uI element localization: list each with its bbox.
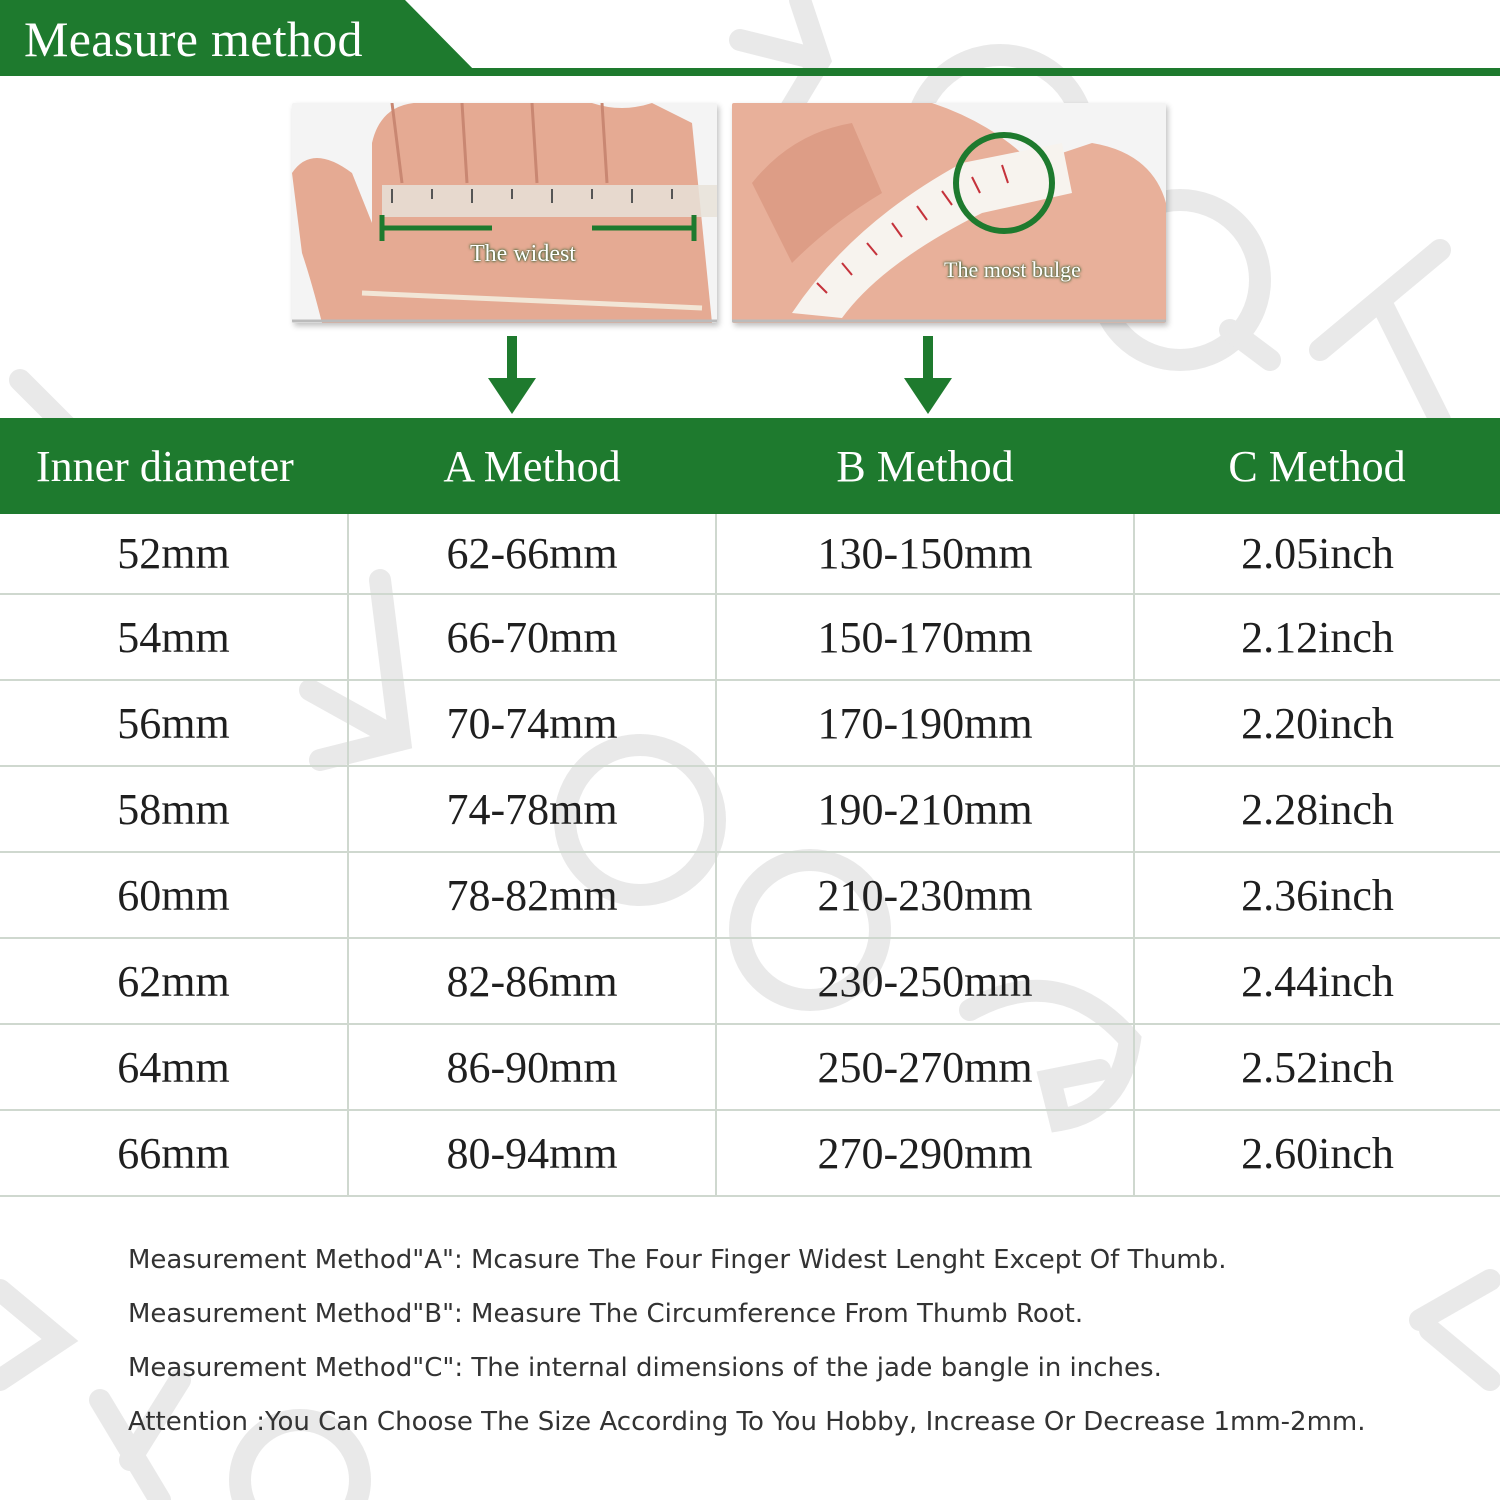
hand-tape-illustration (732, 103, 1166, 323)
table-cell: 74-78mm (348, 766, 716, 852)
arrow-down-icon (484, 336, 540, 416)
header-bar (0, 0, 1500, 80)
column-header: C Method (1134, 418, 1500, 514)
table-cell: 54mm (0, 594, 348, 680)
table-cell: 70-74mm (348, 680, 716, 766)
table-cell: 58mm (0, 766, 348, 852)
size-table (0, 418, 1500, 1197)
table-cell: 78-82mm (348, 852, 716, 938)
method-a-photo (292, 103, 717, 323)
note-method-b: Measurement Method"B": Measure The Circumference From Thumb Root. (128, 1299, 1084, 1329)
hand-ruler-illustration (292, 103, 717, 323)
page-title: Measure method (24, 11, 363, 67)
table-cell: 2.20inch (1134, 680, 1500, 766)
table-cell: 2.36inch (1134, 852, 1500, 938)
table-cell: 2.60inch (1134, 1110, 1500, 1196)
arrow-down-icon (900, 336, 956, 416)
table-row (0, 680, 1500, 766)
note-attention: Attention :You Can Choose The Size According To You Hobby, Increase Or Decrease 1mm-2mm. (128, 1407, 1366, 1437)
column-header: B Method (716, 418, 1134, 514)
table-cell: 2.05inch (1134, 514, 1500, 594)
widest-label: The widest (470, 241, 576, 267)
table-cell: 86-90mm (348, 1024, 716, 1110)
table-cell: 270-290mm (716, 1110, 1134, 1196)
table-cell: 62mm (0, 938, 348, 1024)
table-row (0, 852, 1500, 938)
table-cell: 190-210mm (716, 766, 1134, 852)
table-cell: 210-230mm (716, 852, 1134, 938)
note-method-a: Measurement Method"A": Mcasure The Four Finger Widest Lenght Except Of Thumb. (128, 1245, 1227, 1275)
column-header: A Method (348, 418, 716, 514)
table-row (0, 766, 1500, 852)
table-header-row (0, 418, 1500, 514)
table-cell: 64mm (0, 1024, 348, 1110)
method-b-photo (732, 103, 1166, 323)
table-row (0, 938, 1500, 1024)
table-cell: 2.44inch (1134, 938, 1500, 1024)
table-cell: 82-86mm (348, 938, 716, 1024)
table-cell: 170-190mm (716, 680, 1134, 766)
table-row (0, 514, 1500, 594)
table-cell: 66mm (0, 1110, 348, 1196)
table-cell: 2.52inch (1134, 1024, 1500, 1110)
table-cell: 66-70mm (348, 594, 716, 680)
column-header: Inner diameter (0, 418, 348, 514)
table-row (0, 1110, 1500, 1196)
table-row (0, 1024, 1500, 1110)
table-cell: 62-66mm (348, 514, 716, 594)
table-cell: 250-270mm (716, 1024, 1134, 1110)
most-bulge-label: The most bulge (944, 257, 1081, 282)
table-cell: 2.28inch (1134, 766, 1500, 852)
table-row (0, 594, 1500, 680)
table-cell: 2.12inch (1134, 594, 1500, 680)
measurement-notes (128, 1240, 1468, 1456)
table-cell: 150-170mm (716, 594, 1134, 680)
table-cell: 52mm (0, 514, 348, 594)
header-underline (0, 68, 1500, 76)
table-cell: 60mm (0, 852, 348, 938)
table-cell: 230-250mm (716, 938, 1134, 1024)
note-method-c: Measurement Method"C": The internal dimensions of the jade bangle in inches. (128, 1353, 1162, 1383)
table-cell: 56mm (0, 680, 348, 766)
table-cell: 130-150mm (716, 514, 1134, 594)
table-cell: 80-94mm (348, 1110, 716, 1196)
